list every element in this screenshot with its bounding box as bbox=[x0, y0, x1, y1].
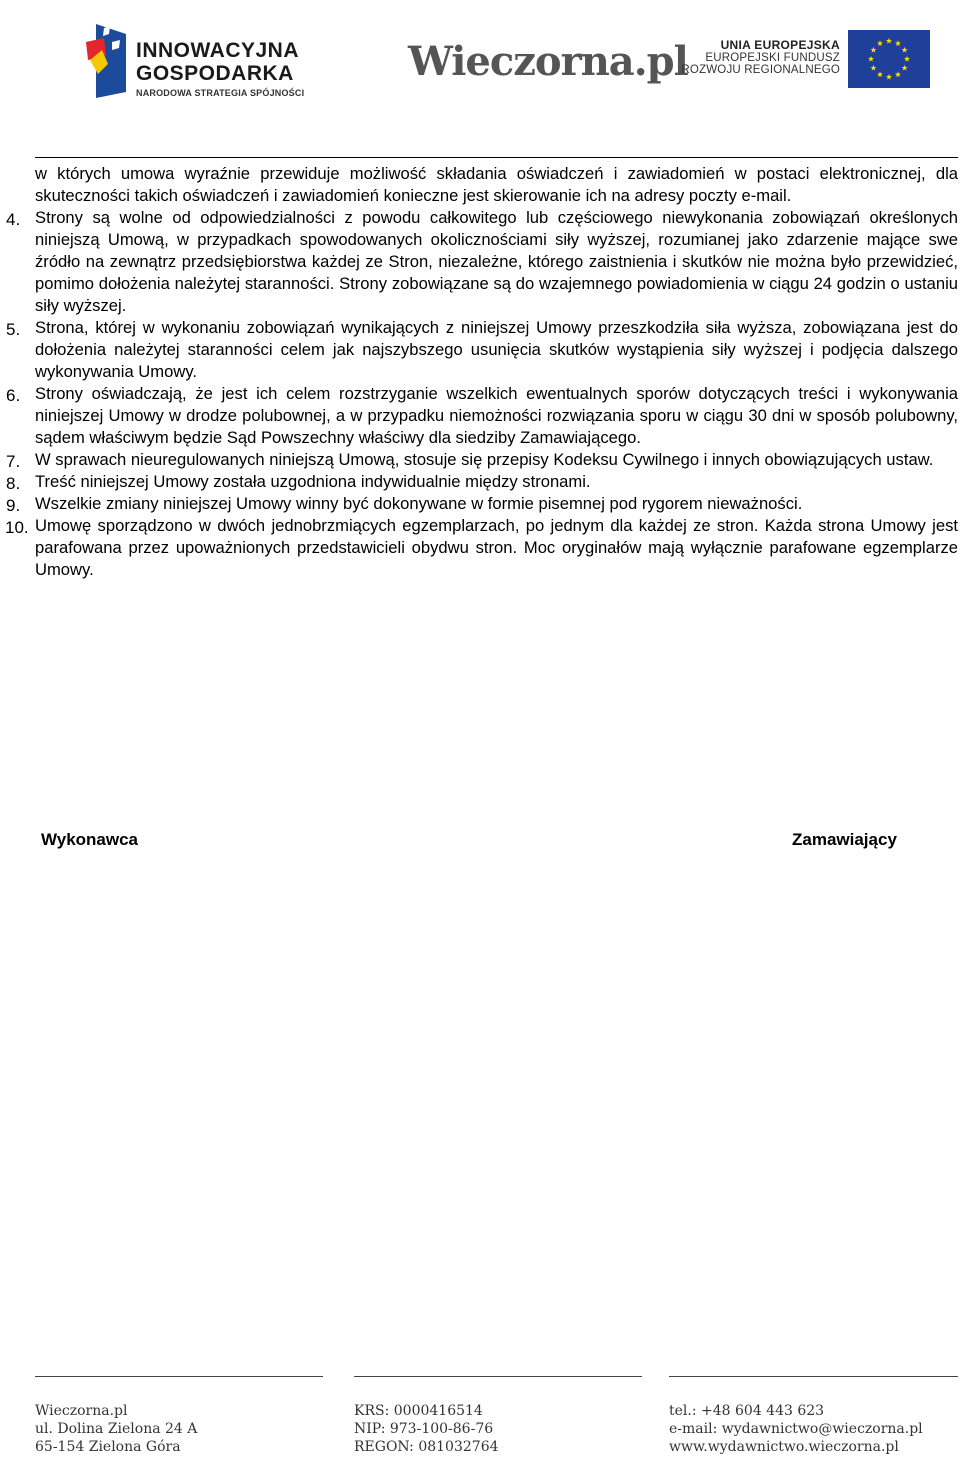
eu-flag-icon bbox=[848, 30, 930, 88]
clause-text: Strony są wolne od odpowiedzialności z powodu całkowitego lub częściowego niewykonania zobowiązań określonych niniejszą Umową, w przypadkach spowodowanych okolicznościami siły wyższej, rozumianej jako zdarzenie mające swe źródło na zewnątrz przedsiębiorstwa każdej ze Stron, niezależne, którego zaistnienia i skutków nie można było przewidzieć, pomimo dołożenia należytej staranności. Strony zobowiązane są do wzajemnego powiadomienia w ciągu 24 godzin o ustaniu siły wyższej. bbox=[35, 208, 958, 315]
ig-flag-icon bbox=[82, 22, 130, 100]
footer-phone: tel.: +48 604 443 623 bbox=[669, 1403, 825, 1419]
page-header bbox=[0, 0, 960, 110]
footer-website: www.wydawnictwo.wieczorna.pl bbox=[669, 1439, 899, 1455]
clause-text: W sprawach nieuregulowanych niniejszą Umową, stosuje się przepisy Kodeksu Cywilnego i innych obowiązujących ustaw. bbox=[35, 450, 934, 469]
clause-number: 10. bbox=[5, 518, 29, 537]
clause-9 bbox=[6, 493, 958, 515]
clause-text: Umowę sporządzono w dwóch jednobrzmiących egzemplarzach, po jednym dla każdej ze stron. Każda strona Umowy jest parafowana przez upoważnionych przedstawicieli obydwu stron. Moc oryginałów mają wyłącznie parafowane egzemplarze Umowy. bbox=[35, 516, 958, 579]
clause-6 bbox=[6, 383, 958, 449]
footer-krs: KRS: 0000416514 bbox=[354, 1403, 483, 1419]
clause-text: Strony oświadczają, że jest ich celem rozstrzyganie wszelkich ewentualnych sporów dotyczących treści i wykonywania niniejszej Umowy w drodze polubownej, a w przypadku niemożności rozwiązania sporu w ciągu 30 dni w sposób polubowny, sądem właściwym będzie Sąd Powszechny właściwy dla siedziby Zamawiającego. bbox=[35, 384, 958, 447]
clause-4 bbox=[6, 207, 958, 317]
header-divider bbox=[35, 157, 958, 158]
eu-logo-line3: ROZWOJU REGIONALNEGO bbox=[681, 64, 840, 76]
eu-logo bbox=[681, 30, 930, 90]
footer-divider bbox=[354, 1376, 642, 1377]
signature-contractor: Wykonawca bbox=[41, 830, 139, 849]
clause-8 bbox=[6, 471, 958, 493]
clause-number: 8. bbox=[6, 474, 21, 493]
footer-divider bbox=[669, 1376, 958, 1377]
wieczorna-logo: Wieczorna.pl bbox=[408, 38, 688, 85]
clause-7 bbox=[6, 449, 958, 471]
clause-5 bbox=[6, 317, 958, 383]
footer-email: e-mail: wydawnictwo@wieczorna.pl bbox=[669, 1421, 923, 1437]
ig-logo-line3: NARODOWA STRATEGIA SPÓJNOŚCI bbox=[136, 88, 305, 98]
clause-number: 7. bbox=[6, 452, 21, 471]
footer-registry bbox=[354, 1402, 499, 1456]
footer-nip: NIP: 973-100-86-76 bbox=[354, 1421, 494, 1437]
footer-regon: REGON: 081032764 bbox=[354, 1439, 499, 1455]
footer-divider bbox=[35, 1376, 323, 1377]
intro-paragraph: w których umowa wyraźnie przewiduje możliwość składania oświadczeń i zawiadomień w postaci elektronicznej, dla skuteczności takich oświadczeń i zawiadomień konieczne jest skierowanie ich na adresy poczty e-mail. bbox=[35, 164, 958, 205]
footer-company: Wieczorna.pl bbox=[35, 1403, 128, 1419]
clause-text: Strona, której w wykonaniu zobowiązań wynikających z niniejszej Umowy przeszkodziła siła wyższa, zobowiązana jest do dołożenia należytej staranności celem jak najszybszego usunięcia skutków wystąpienia siły wyższej i podjęcia dalszego wykonywania Umowy. bbox=[35, 318, 958, 381]
eu-logo-line1: UNIA EUROPEJSKA bbox=[720, 38, 840, 52]
ig-logo-line2: GOSPODARKA bbox=[136, 62, 294, 85]
innowacyjna-gospodarka-logo bbox=[82, 22, 305, 102]
contract-text bbox=[5, 163, 958, 581]
clause-number: 6. bbox=[6, 386, 21, 405]
clause-text: Treść niniejszej Umowy została uzgodniona indywidualnie między stronami. bbox=[35, 472, 591, 491]
footer-address bbox=[35, 1402, 197, 1456]
clause-number: 4. bbox=[6, 210, 21, 229]
clause-10 bbox=[5, 515, 958, 581]
ig-logo-line1: INNOWACYJNA bbox=[136, 39, 300, 62]
signature-client: Zamawiający bbox=[792, 830, 897, 849]
footer-contact bbox=[669, 1402, 923, 1456]
clause-text: Wszelkie zmiany niniejszej Umowy winny być dokonywane w formie pisemnej pod rygorem nieważności. bbox=[35, 494, 803, 513]
clause-number: 5. bbox=[6, 320, 21, 339]
clause-number: 9. bbox=[6, 496, 21, 515]
eu-logo-line2: EUROPEJSKI FUNDUSZ bbox=[705, 52, 840, 64]
footer-street: ul. Dolina Zielona 24 A bbox=[35, 1421, 198, 1437]
footer-city: 65-154 Zielona Góra bbox=[35, 1439, 181, 1455]
